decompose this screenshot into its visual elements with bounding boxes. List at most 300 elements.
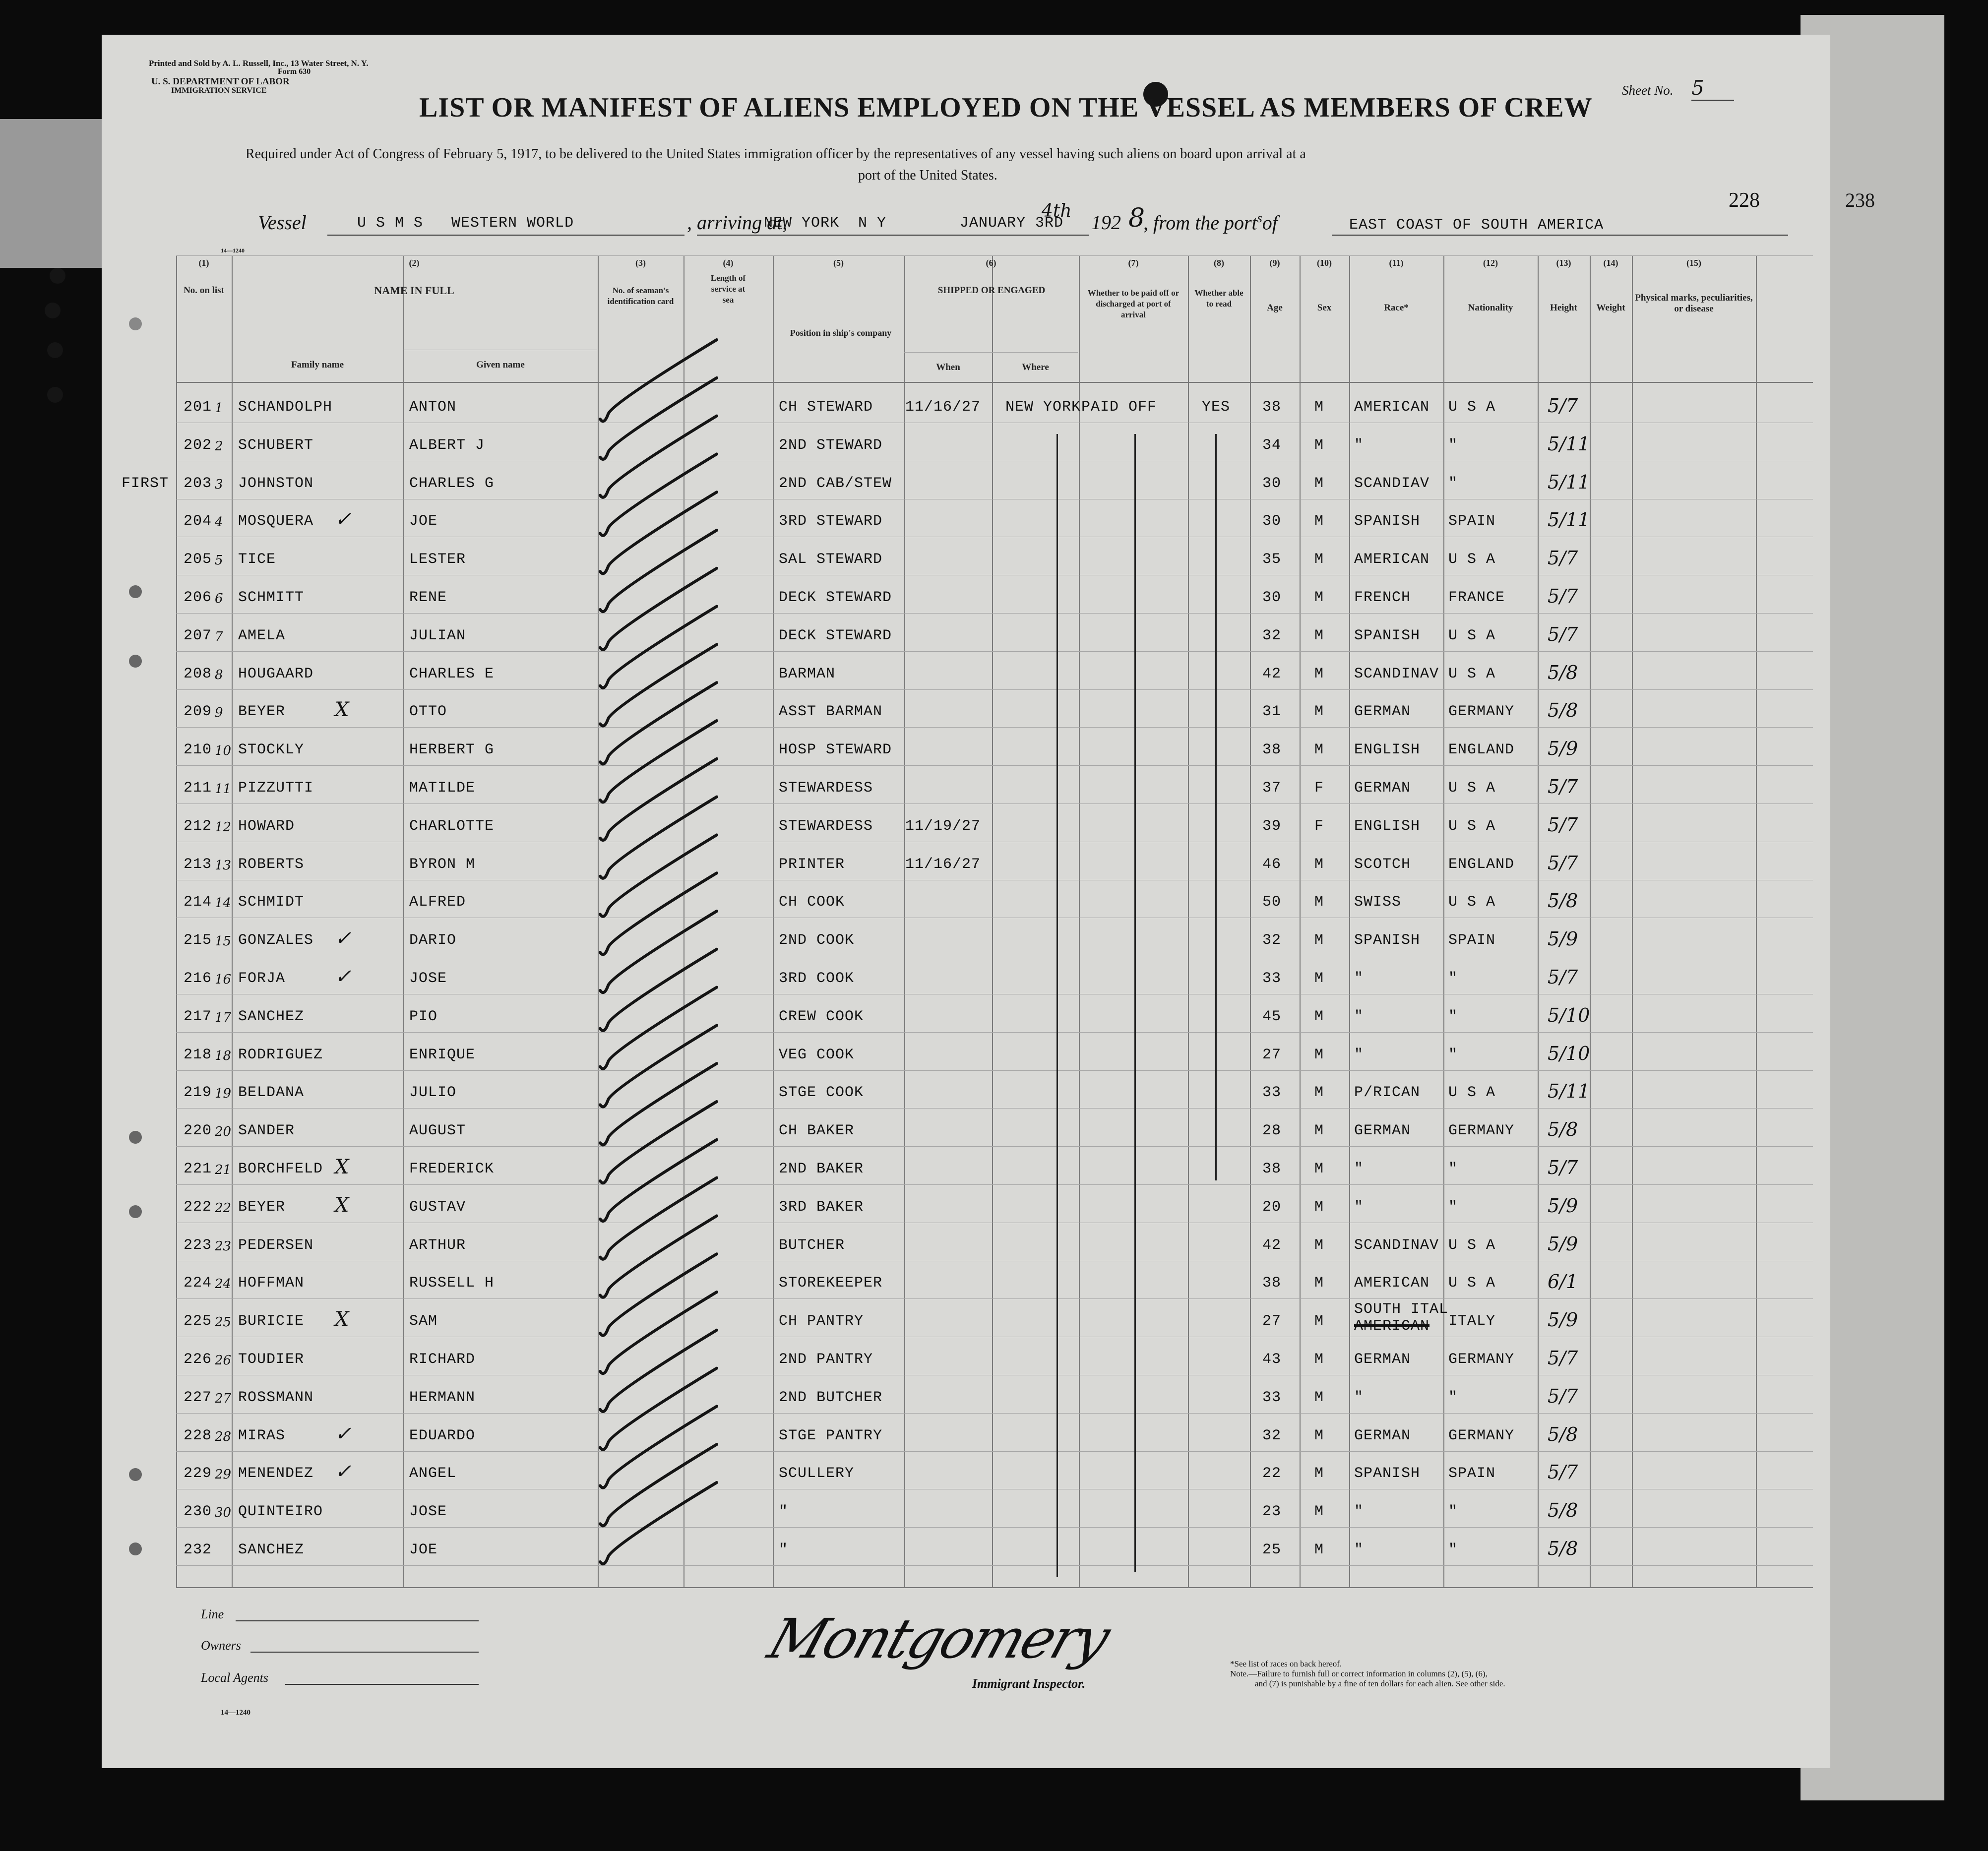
sex: M [1314,1046,1324,1063]
row-number: 221 [184,1161,212,1177]
handwritten-mark: ✓ [335,1422,352,1445]
col14-number: (14) [1603,258,1618,268]
row-subnumber: 28 [215,1429,232,1444]
age: 43 [1262,1351,1282,1368]
family-name: RODRIGUEZ [238,1046,323,1063]
position: BUTCHER [779,1236,845,1254]
col7-header: Whether to be paid off or discharged at port of arrival [1087,288,1180,319]
nationality: " [1448,1008,1458,1025]
family-name: BURICIE [238,1313,305,1330]
row-number: 223 [184,1236,212,1254]
sex: M [1314,1542,1324,1558]
check-stroke [600,644,717,726]
nationality: " [1448,1046,1458,1063]
sex: M [1314,1427,1324,1444]
col13-header: Height [1550,303,1577,313]
check-stroke [600,568,717,650]
row-subnumber: 16 [215,972,232,987]
height: 5/7 [1548,1347,1578,1369]
nationality: SPAIN [1448,932,1496,949]
row-number: 226 [184,1351,212,1368]
year-prefix: 192 [1091,211,1121,234]
col12-number: (12) [1483,258,1498,268]
position: VEG COOK [779,1046,855,1063]
check-stroke [600,1254,717,1335]
check-stroke [600,607,717,688]
age: 30 [1262,475,1282,492]
given-name: FREDERICK [409,1161,495,1177]
family-name: SCHMIDT [238,894,305,911]
handwritten-mark: ✓ [335,1460,352,1483]
age: 38 [1262,1275,1282,1292]
given-name: ANTON [409,399,457,416]
height: 5/8 [1548,661,1578,683]
col3-header: No. of seaman's identification card [607,286,674,306]
sex: M [1314,551,1324,568]
given-name: RUSSELL H [409,1275,495,1292]
check-stroke [600,949,717,1031]
row-subnumber: 25 [215,1315,232,1330]
family-name: PIZZUTTI [238,780,314,797]
check-stroke [600,454,717,535]
position: " [779,1503,789,1521]
height: 5/7 [1548,1385,1578,1407]
nationality: SPAIN [1448,1465,1496,1482]
position: STGE COOK [779,1084,864,1102]
position: 2ND COOK [779,932,855,949]
nationality: ENGLAND [1448,741,1515,759]
family-name: SCHMITT [238,589,305,606]
position: STEWARDESS [779,780,873,797]
family-name: FORJA [238,970,286,987]
family-name: HOWARD [238,817,295,835]
col12-header: Nationality [1468,303,1513,313]
position: 2ND BAKER [779,1161,864,1177]
col10-number: (10) [1317,258,1332,268]
nationality: " [1448,436,1458,454]
nationality: U S A [1448,817,1496,835]
given-name: JOSE [409,970,447,987]
race: " [1354,1542,1364,1558]
sex: M [1314,932,1324,949]
row-subnumber: 10 [215,743,232,759]
height: 5/11 [1548,471,1590,493]
row-subnumber: 19 [215,1086,232,1102]
row-number: 217 [184,1008,212,1025]
row-number: 219 [184,1084,212,1102]
row-number: 204 [184,513,212,530]
age: 32 [1262,932,1282,949]
from-of: of [1262,211,1278,234]
height: 6/1 [1548,1271,1578,1293]
height: 5/7 [1548,395,1578,417]
check-stroke [600,721,717,802]
race: FRENCH [1354,589,1411,606]
row-subnumber: 1 [215,401,223,416]
row-number: 224 [184,1275,212,1292]
height: 5/7 [1548,1461,1578,1483]
race: SCOTCH [1354,856,1411,873]
race: " [1354,1161,1364,1177]
when-header: When [936,362,960,372]
age: 42 [1262,665,1282,682]
position: 2ND BUTCHER [779,1389,883,1406]
nationality: U S A [1448,780,1496,797]
race: SPANISH [1354,1465,1421,1482]
row-number: 201 [184,399,212,416]
position: DECK STEWARD [779,589,892,606]
position: PRINTER [779,856,845,873]
family-name: HOUGAARD [238,665,314,682]
position: SAL STEWARD [779,551,883,568]
handwritten-mark: ✓ [335,508,352,531]
row-subnumber: 24 [215,1277,232,1292]
owners-label: Owners [201,1638,241,1653]
sheet-number: 5 [1691,77,1734,101]
col6-number: (6) [986,258,996,268]
col2-header: NAME IN FULL [374,284,454,297]
height: 5/7 [1548,813,1578,836]
race: AMERICAN [1354,399,1430,416]
age: 50 [1262,894,1282,911]
row-number: 207 [184,627,212,644]
family-name: HOFFMAN [238,1275,305,1292]
row-number: 220 [184,1122,212,1140]
height: 5/9 [1548,738,1578,760]
row-subnumber: 30 [215,1505,232,1521]
check-stroke [600,340,717,421]
family-name: MIRAS [238,1427,286,1444]
given-name: OTTO [409,703,447,721]
row-number: 212 [184,817,212,835]
row-number: 209 [184,703,212,721]
family-name: BEYER [238,703,286,721]
row-number: 205 [184,551,212,568]
requirement-text-1: Required under Act of Congress of February 5, 1917, to be delivered to the United States immigration officer by the representatives of any vessel having such aliens on board upon arrival at a [246,146,1306,162]
height: 5/11 [1548,1080,1590,1103]
sex: M [1314,1122,1324,1140]
height: 5/11 [1548,432,1590,455]
age: 27 [1262,1046,1282,1063]
family-name: BEYER [238,1198,286,1216]
row-number: 222 [184,1198,212,1216]
row-subnumber: 18 [215,1048,232,1063]
age: 38 [1262,1161,1282,1177]
note-line-1: *See list of races on back hereof. [1230,1659,1342,1668]
year-suffix: 8 [1128,203,1145,233]
row-subnumber: 26 [215,1353,232,1368]
height: 5/7 [1548,585,1578,607]
height: 5/9 [1548,928,1578,950]
position: CH COOK [779,894,845,911]
given-name: ENRIQUE [409,1046,476,1063]
race: SCANDINAV [1354,1236,1439,1254]
race: AMERICAN [1354,1275,1430,1292]
age: 42 [1262,1236,1282,1254]
sex: M [1314,436,1324,454]
line-label: Line [201,1607,224,1621]
sex: M [1314,1084,1324,1102]
given-name: ALBERT J [409,436,485,454]
col4-number: (4) [723,258,734,268]
age: 34 [1262,436,1282,454]
handwritten-mark: ✓ [335,965,352,988]
col13-number: (13) [1556,258,1571,268]
sex: M [1314,1389,1324,1406]
height: 5/8 [1548,1538,1578,1559]
race: GERMAN [1354,780,1411,797]
given-name: CHARLOTTE [409,817,495,835]
race: " [1354,1198,1364,1216]
nationality: U S A [1448,1084,1496,1102]
check-stroke [600,682,717,764]
form-number: Form 630 [278,67,311,76]
col3-number: (3) [635,258,646,268]
height: 5/7 [1548,776,1578,798]
col9-header: Age [1267,303,1283,313]
row-number: 225 [184,1313,212,1330]
race: ENGLISH [1354,741,1421,759]
row-number: 208 [184,665,212,682]
race: " [1354,1046,1364,1063]
position: 3RD COOK [779,970,855,987]
row-number: 227 [184,1389,212,1406]
underlying-sheet-left [0,119,104,268]
age: 33 [1262,1389,1282,1406]
position: BARMAN [779,665,836,682]
behind-page-number: 238 [1845,189,1875,211]
row-number: 232 [184,1542,212,1558]
age: 30 [1262,513,1282,530]
height: 5/8 [1548,1423,1578,1445]
row-number: 229 [184,1465,212,1482]
given-name: BYRON M [409,856,476,873]
position: " [779,1542,789,1558]
given-name: JOSE [409,1503,447,1521]
sex: M [1314,741,1324,759]
check-stroke [600,797,717,878]
age: 22 [1262,1465,1282,1482]
able-to-read: YES [1202,399,1231,416]
nationality: GERMANY [1448,1122,1515,1140]
family-name: TOUDIER [238,1351,305,1368]
family-name: SANDER [238,1122,295,1140]
manifest-sheet [102,35,1830,1768]
nationality: " [1448,970,1458,987]
sex: M [1314,1351,1324,1368]
family-name: SANCHEZ [238,1542,305,1558]
check-stroke [600,378,717,459]
sex: M [1314,665,1324,682]
col5-number: (5) [833,258,844,268]
race: SOUTH ITAL [1354,1301,1449,1318]
row-subnumber: 23 [215,1238,232,1254]
position: 2ND PANTRY [779,1351,873,1368]
row-number: 210 [184,741,212,759]
age: 28 [1262,1122,1282,1140]
family-name-header: Family name [291,360,344,370]
row-subnumber: 8 [215,667,223,682]
race-struck-out: AMERICAN [1354,1318,1430,1335]
age: 38 [1262,741,1282,759]
age: 45 [1262,1008,1282,1025]
given-name: JOE [409,513,438,530]
family-name: SCHUBERT [238,436,314,454]
nationality: " [1448,1542,1458,1558]
inspector-label: Immigrant Inspector. [972,1676,1086,1691]
position: DECK STEWARD [779,627,892,644]
page-number: 228 [1729,189,1760,212]
nationality: U S A [1448,1275,1496,1292]
given-name: ANGEL [409,1465,457,1482]
punch-hole [50,268,65,284]
col5-header: Position in ship's company [790,328,892,338]
given-name: DARIO [409,932,457,949]
race: SPANISH [1354,513,1421,530]
row-subnumber: 27 [215,1391,232,1406]
age: 30 [1262,589,1282,606]
race: GERMAN [1354,1427,1411,1444]
col10-header: Sex [1317,303,1332,313]
check-stroke [600,1292,717,1373]
inspector-signature: Montgomery [761,1607,1117,1670]
col9-number: (9) [1269,258,1280,268]
arriving-place: NEW YORK N Y [764,215,887,232]
age: 31 [1262,703,1282,721]
col6-header: SHIPPED OR ENGAGED [937,285,1046,296]
document-title: LIST OR MANIFEST OF ALIENS EMPLOYED ON THE VESSEL AS MEMBERS OF CREW [419,92,1593,123]
sex: M [1314,1236,1324,1254]
check-stroke [600,1140,717,1221]
nationality: U S A [1448,399,1496,416]
handwritten-mark: X [335,1156,349,1178]
family-name: AMELA [238,627,286,644]
nationality: " [1448,1389,1458,1406]
given-name: JULIAN [409,627,466,644]
nationality: U S A [1448,894,1496,911]
position: 3RD STEWARD [779,513,883,530]
position: 3RD BAKER [779,1198,864,1216]
check-stroke [600,1444,717,1526]
height: 5/10 [1548,1042,1590,1064]
form-code: 14—1240 [221,1709,250,1717]
col2-number: (2) [409,258,420,268]
position: CREW COOK [779,1008,864,1025]
note-line-3: and (7) is punishable by a fine of ten dollars for each alien. See other side. [1255,1679,1505,1688]
position: SCULLERY [779,1465,855,1482]
punch-hole [47,387,63,403]
row-subnumber: 14 [215,896,232,911]
sex: M [1314,1008,1324,1025]
vessel-label: Vessel [258,211,307,234]
row-number: 214 [184,894,212,911]
handwritten-mark: X [335,698,349,722]
sex: M [1314,475,1324,492]
nationality: " [1448,475,1458,492]
race: AMERICAN [1354,551,1430,568]
given-name: HERBERT G [409,741,495,759]
height: 5/11 [1548,509,1590,531]
nationality: GERMANY [1448,1427,1515,1444]
row-subnumber: 7 [215,629,223,644]
ditto-continuation-line [1215,434,1217,1180]
age: 23 [1262,1503,1282,1521]
given-name: GUSTAV [409,1198,466,1216]
nationality: U S A [1448,1236,1496,1254]
nationality: U S A [1448,665,1496,682]
ditto-continuation-line [1134,434,1136,1572]
position: CH PANTRY [779,1313,864,1330]
height: 5/8 [1548,1499,1578,1522]
sex: M [1314,627,1324,644]
height: 5/7 [1548,1157,1578,1178]
shipped-where: NEW YORK [1005,399,1081,416]
family-name: TICE [238,551,276,568]
arriving-label: , arriving at, [687,211,788,234]
given-name: ALFRED [409,894,466,911]
row-number: 216 [184,970,212,987]
given-name: EDUARDO [409,1427,476,1444]
given-name: RICHARD [409,1351,476,1368]
check-stroke [600,1216,717,1297]
sheet-label: Sheet No. [1622,83,1674,98]
col11-number: (11) [1389,258,1404,268]
row-subnumber: 3 [215,477,223,492]
row-number: 228 [184,1427,212,1444]
row-subnumber: 5 [215,553,223,568]
row-subnumber: 21 [215,1163,232,1177]
handwritten-mark: X [335,1308,349,1331]
race: ENGLISH [1354,817,1421,835]
race: SCANDINAV [1354,665,1439,682]
nationality: " [1448,1503,1458,1521]
height: 5/7 [1548,966,1578,988]
agents-label: Local Agents [201,1670,269,1685]
col15-header: Physical marks, peculiarities, or disease [1635,293,1753,314]
row-prefix: FIRST [122,475,169,492]
row-number: 203 [184,475,212,492]
check-stroke [600,416,717,497]
age: 37 [1262,780,1282,797]
row-subnumber: 29 [215,1467,232,1482]
race: " [1354,436,1364,454]
requirement-text-2: port of the United States. [858,168,997,183]
age: 38 [1262,399,1282,416]
owners-signature-line [250,1652,479,1653]
nationality: ENGLAND [1448,856,1515,873]
printer-line: Printed and Sold by A. L. Russell, Inc., 13 Water Street, N. Y. [149,59,369,68]
age: 32 [1262,1427,1282,1444]
port-of-departure: EAST COAST OF SOUTH AMERICA [1349,217,1604,234]
row-number: 211 [184,780,212,797]
given-name: JOE [409,1542,438,1558]
height: 5/7 [1548,852,1578,874]
position: STEWARDESS [779,817,873,835]
race: " [1354,970,1364,987]
age: 20 [1262,1198,1282,1216]
family-name: MOSQUERA [238,513,314,530]
sex: M [1314,1503,1324,1521]
row-subnumber: 6 [215,591,223,606]
vessel-name: U S M S WESTERN WORLD [357,215,574,232]
check-stroke [600,1063,717,1145]
given-name: CHARLES G [409,475,495,492]
col1-number: (1) [198,258,209,268]
row-number: 206 [184,589,212,606]
check-stroke [600,492,717,573]
position: HOSP STEWARD [779,741,892,759]
nationality: GERMANY [1448,1351,1515,1368]
